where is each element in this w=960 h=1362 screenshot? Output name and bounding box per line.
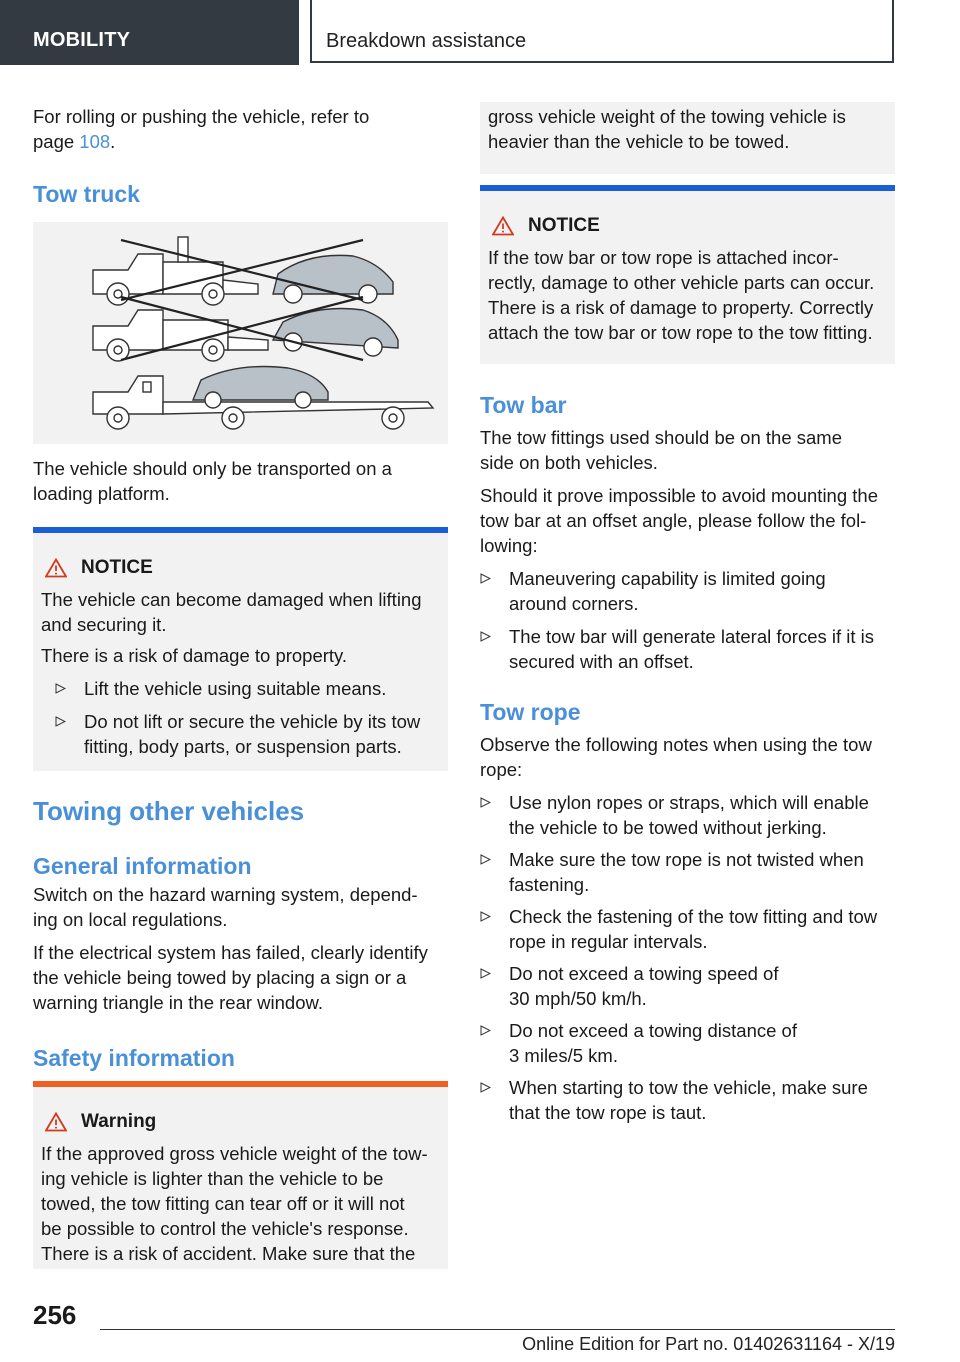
paragraph-line: Should it prove impossible to avoid mounting the [480, 485, 878, 506]
list-item-text: Maneuvering capability is limited going [509, 568, 826, 589]
bullet-triangle-icon [480, 573, 491, 584]
intro-line-2-suffix: . [110, 131, 116, 152]
warning-triangle-icon [492, 216, 514, 236]
intro-paragraph [33, 104, 448, 154]
list-item-text: When starting to tow the vehicle, make sure [509, 1077, 868, 1098]
warning-line: If the approved gross vehicle weight of the tow- [41, 1143, 428, 1164]
bullet-triangle-icon [480, 631, 491, 642]
list-item [480, 624, 895, 674]
figure-caption [33, 456, 448, 506]
list-item [480, 566, 895, 616]
bullet-triangle-icon [480, 1025, 491, 1036]
paragraph-line: tow bar at an offset angle, please follow the fol- [480, 510, 867, 531]
wrecker-truck-middle [93, 310, 268, 361]
paragraph-line: the vehicle being towed by placing a sign or a [33, 967, 407, 988]
warning-line: heavier than the vehicle to be towed. [488, 131, 790, 152]
list-item [480, 1075, 895, 1125]
notice-line: If the tow bar or tow rope is attached incor- [488, 247, 839, 268]
tow-bar-heading: Tow bar [480, 392, 567, 418]
warning-triangle-icon [45, 558, 67, 578]
general-information-heading: General information [33, 853, 252, 879]
towing-other-vehicles-heading: Towing other vehicles [33, 796, 305, 826]
warning-box [33, 1081, 448, 1269]
list-item-text: 30 mph/50 km/h. [509, 988, 647, 1009]
bullet-triangle-icon [55, 716, 66, 727]
notice-line: The vehicle can become damaged when lifting [41, 589, 422, 610]
paragraph-line: side on both vehicles. [480, 452, 658, 473]
wrecker-truck-top [93, 237, 258, 305]
notice-title: NOTICE [81, 557, 153, 578]
section-tab [0, 0, 299, 65]
warning-line: be possible to control the vehicle's response. [41, 1218, 409, 1239]
page-link[interactable]: 108 [79, 131, 111, 152]
bullet-triangle-icon [480, 968, 491, 979]
warning-triangle-icon [45, 1112, 67, 1132]
towed-car-top [273, 255, 393, 303]
notice-line: and securing it. [41, 614, 167, 635]
notice-box-1 [33, 527, 448, 771]
notice-line: rectly, damage to other vehicle parts can occur. [488, 272, 875, 293]
chapter-tab [310, 0, 894, 63]
paragraph-line: warning triangle in the rear window. [33, 992, 323, 1013]
paragraph-line: ing on local regulations. [33, 909, 228, 930]
safety-information-heading: Safety information [33, 1045, 235, 1071]
list-item [55, 709, 440, 759]
bullet-triangle-icon [480, 911, 491, 922]
bullet-triangle-icon [480, 854, 491, 865]
chapter-title: Breakdown assistance [326, 30, 527, 52]
list-item [480, 847, 895, 897]
warning-line: There is a risk of accident. Make sure that the [41, 1243, 416, 1264]
list-item-text: the vehicle to be towed without jerking. [509, 817, 827, 838]
list-item-text: secured with an offset. [509, 651, 694, 672]
list-item-text: fastening. [509, 874, 590, 895]
list-item [480, 1018, 895, 1068]
edition-text: Online Edition for Part no. 01402631164 - X/19 [522, 1334, 895, 1354]
paragraph-line: Observe the following notes when using the tow [480, 734, 872, 755]
list-item-text: Use nylon ropes or straps, which will enable [509, 792, 869, 813]
list-item [480, 904, 895, 954]
paragraph-line: The tow fittings used should be on the same [480, 427, 842, 448]
list-item-text: Lift the vehicle using suitable means. [84, 678, 387, 699]
caption-line-2: loading platform. [33, 483, 170, 504]
caption-line-1: The vehicle should only be transported on a [33, 458, 392, 479]
bullet-triangle-icon [55, 683, 66, 694]
page-number: 256 [33, 1300, 77, 1330]
list-item-text: Check the fastening of the tow fitting and tow [509, 906, 878, 927]
warning-line: ing vehicle is lighter than the vehicle to be [41, 1168, 384, 1189]
paragraph-line: If the electrical system has failed, clearly identify [33, 942, 428, 963]
list-item [55, 676, 440, 701]
warning-title: Warning [81, 1111, 157, 1132]
footer-divider [100, 1329, 895, 1330]
paragraph-line: lowing: [480, 535, 538, 556]
intro-line-2-prefix: page [33, 131, 80, 152]
bullet-triangle-icon [480, 797, 491, 808]
list-item-text: that the tow rope is taut. [509, 1102, 707, 1123]
list-item [480, 790, 895, 840]
list-item-text: Do not exceed a towing distance of [509, 1020, 797, 1041]
notice-box-2 [480, 185, 895, 364]
tow-truck-illustration [33, 222, 448, 444]
tow-rope-text [480, 732, 895, 1125]
paragraph-line: Switch on the hazard warning system, depend- [33, 884, 418, 905]
list-item-text: rope in regular intervals. [509, 931, 708, 952]
list-item-text: 3 miles/5 km. [509, 1045, 618, 1066]
list-item-text: Make sure the tow rope is not twisted when [509, 849, 864, 870]
section-title: MOBILITY [33, 29, 131, 51]
warning-box-continued [480, 102, 895, 174]
notice-line: There is a risk of damage to property. Correctly [488, 297, 874, 318]
tow-bar-text [480, 425, 895, 674]
general-information-text [33, 882, 448, 1015]
tow-rope-heading: Tow rope [480, 699, 581, 725]
notice-risk: There is a risk of damage to property. [41, 645, 348, 666]
warning-line: gross vehicle weight of the towing vehicle is [488, 106, 846, 127]
paragraph-line: rope: [480, 759, 523, 780]
list-item [480, 961, 895, 1011]
warning-line: towed, the tow fitting can tear off or it will not [41, 1193, 405, 1214]
notice-title: NOTICE [528, 215, 600, 236]
list-item-text: around corners. [509, 593, 639, 614]
list-item-text: Do not exceed a towing speed of [509, 963, 779, 984]
notice-line: attach the tow bar or tow rope to the tow fitting. [488, 322, 873, 343]
list-item-text: fitting, body parts, or suspension parts. [84, 736, 402, 757]
intro-line-1: For rolling or pushing the vehicle, refer to [33, 106, 370, 127]
tow-truck-heading: Tow truck [33, 181, 140, 207]
bullet-triangle-icon [480, 1082, 491, 1093]
list-item-text: The tow bar will generate lateral forces if it is [509, 626, 875, 647]
list-item-text: Do not lift or secure the vehicle by its tow [84, 711, 421, 732]
tow-truck-figure [33, 222, 448, 444]
